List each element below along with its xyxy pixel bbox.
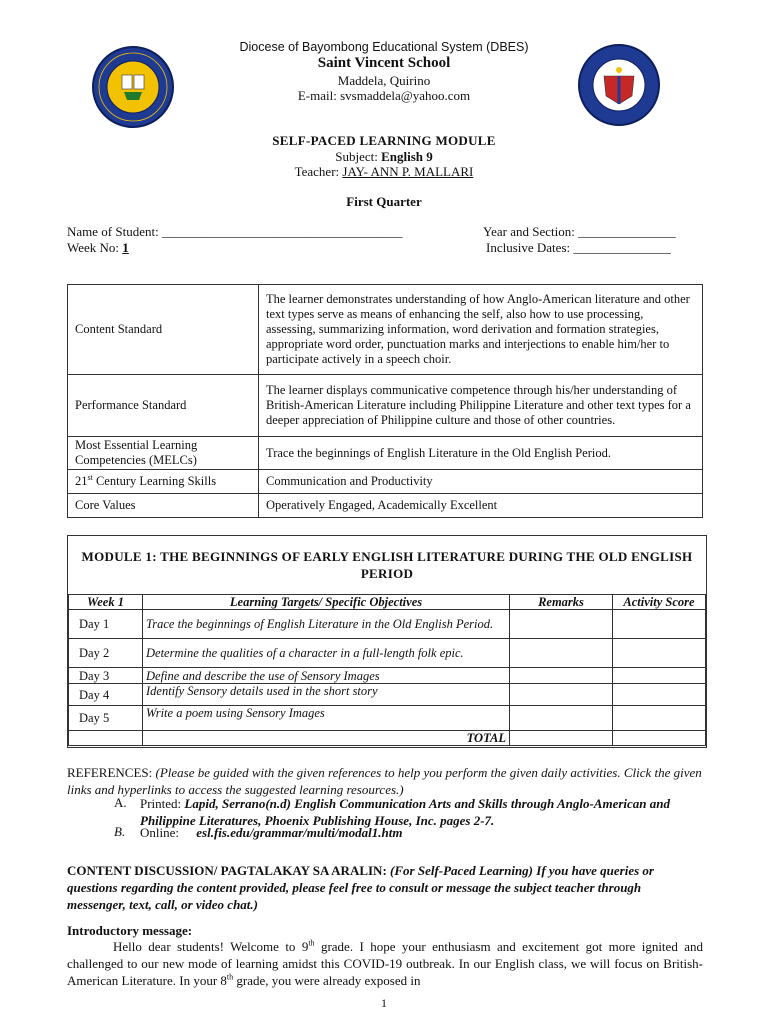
module-heading: SELF-PACED LEARNING MODULE bbox=[272, 133, 496, 148]
standard-label-post: Century Learning Skills bbox=[92, 474, 217, 488]
total-remarks-cell[interactable] bbox=[510, 731, 613, 746]
remarks-cell[interactable] bbox=[510, 610, 613, 639]
day-cell: Day 4 bbox=[69, 684, 143, 706]
target-cell: Write a poem using Sensory Images bbox=[143, 706, 510, 731]
remarks-cell[interactable] bbox=[510, 706, 613, 731]
module-title: MODULE 1: THE BEGINNINGS OF EARLY ENGLISH LITERATURE DURING THE OLD ENGLISH PERIOD bbox=[81, 549, 693, 581]
table-row bbox=[69, 610, 706, 639]
student-name-blank: _____________________________________ bbox=[161, 224, 403, 239]
ref-a-label: Printed: bbox=[140, 796, 182, 811]
standard-text: Operatively Engaged, Academically Excellent bbox=[259, 494, 703, 518]
week-no-label: Week No: bbox=[67, 240, 120, 255]
school-email: E-mail: svsmaddela@yahoo.com bbox=[297, 88, 471, 103]
standard-label: Content Standard bbox=[68, 285, 259, 375]
intro-paragraph bbox=[67, 938, 703, 989]
references-note: (Please be guided with the given references to help you perform the given daily activities. Click the given links and hyperlinks to access the suggested learning resources.) bbox=[67, 765, 702, 797]
day-cell: Day 1 bbox=[69, 610, 143, 639]
subject-line bbox=[0, 149, 768, 165]
standard-text: The learner demonstrates understanding of how Anglo-American literature and other text types serve as means of enhancing the self, also how to use processing, assessing, summarizing information, word derivation and formation strategies, appropriate word order, punctuation marks and interjections to enable him/her to participate actively in a speech choir. bbox=[259, 285, 703, 375]
student-name-field[interactable] bbox=[67, 224, 402, 240]
intro-sup-1: th bbox=[308, 938, 315, 948]
references-label: REFERENCES: bbox=[67, 765, 153, 780]
target-cell: Determine the qualities of a character in a full-length folk epic. bbox=[143, 639, 510, 668]
standards-row bbox=[68, 375, 703, 437]
standard-label: Most Essential Learning Competencies (MELCs) bbox=[68, 437, 259, 470]
ref-b bbox=[140, 824, 700, 841]
year-section-label: Year and Section: bbox=[483, 224, 575, 239]
standard-label-pre: 21 bbox=[75, 474, 88, 488]
standards-row bbox=[68, 470, 703, 494]
score-cell[interactable] bbox=[613, 684, 706, 706]
module-box bbox=[67, 535, 707, 748]
col-remarks: Remarks bbox=[510, 595, 613, 610]
intro-text-2: grade. I hope your enthusiasm and excitement got more ignited and challenged to our new mode of learning amidst this COVID-19 outbreak. In our English class, we will focus on British-American Literature. In your 8 bbox=[67, 939, 703, 988]
standard-label: Core Values bbox=[68, 494, 259, 518]
week-no-field bbox=[67, 240, 129, 256]
ref-b-label: Online: bbox=[140, 825, 179, 840]
content-discussion-text: (For Self-Paced Learning) If you have queries or questions regarding the content provided, please feel free to consult or message the subject teacher through messenger, text, call, or video chat.) bbox=[67, 863, 654, 912]
score-cell[interactable] bbox=[613, 610, 706, 639]
teacher-label: Teacher: bbox=[294, 164, 340, 179]
remarks-cell[interactable] bbox=[510, 668, 613, 684]
table-row bbox=[69, 684, 706, 706]
score-cell[interactable] bbox=[613, 639, 706, 668]
content-discussion bbox=[67, 862, 703, 913]
standards-table bbox=[67, 284, 703, 518]
inclusive-dates-label: Inclusive Dates: bbox=[486, 240, 571, 255]
total-score-cell[interactable] bbox=[613, 731, 706, 746]
page-number: 1 bbox=[381, 996, 387, 1010]
intro-heading: Introductory message: bbox=[67, 923, 193, 938]
intro-text-3: grade, you were already exposed in bbox=[233, 973, 421, 988]
school-name: Saint Vincent School bbox=[317, 55, 451, 71]
col-activity-score: Activity Score bbox=[613, 595, 706, 610]
standard-label bbox=[68, 470, 259, 494]
total-row bbox=[69, 731, 706, 746]
standard-text: The learner displays communicative competence through his/her understanding of British-American Literature including Philippine Literature and other text types for a deeper appreciation of Philippine culture and those of other countries. bbox=[259, 375, 703, 437]
subject-label: Subject: bbox=[335, 149, 378, 164]
standard-text: Communication and Productivity bbox=[259, 470, 703, 494]
week-no-value: 1 bbox=[122, 240, 129, 255]
inclusive-dates-field[interactable] bbox=[486, 240, 671, 256]
ref-b-marker: B. bbox=[114, 824, 126, 839]
standard-label-sup: st bbox=[87, 472, 93, 482]
score-cell[interactable] bbox=[613, 668, 706, 684]
day-cell: Day 3 bbox=[69, 668, 143, 684]
ref-a-marker: A. bbox=[114, 795, 127, 810]
objectives-table bbox=[68, 594, 706, 746]
col-targets: Learning Targets/ Specific Objectives bbox=[143, 595, 510, 610]
standards-row bbox=[68, 285, 703, 375]
day-cell: Day 5 bbox=[69, 706, 143, 731]
school-town: Maddela, Quirino bbox=[337, 73, 431, 88]
target-cell: Define and describe the use of Sensory Images bbox=[143, 668, 510, 684]
target-cell: Trace the beginnings of English Literature in the Old English Period. bbox=[143, 610, 510, 639]
standard-label: Performance Standard bbox=[68, 375, 259, 437]
target-cell: Identify Sensory details used in the short story bbox=[143, 684, 510, 706]
col-week: Week 1 bbox=[69, 595, 143, 610]
standards-row bbox=[68, 437, 703, 470]
intro-text-1: Hello dear students! Welcome to 9 bbox=[113, 939, 309, 954]
total-empty-cell bbox=[69, 731, 143, 746]
ref-a-text: Lapid, Serrano(n.d) English Communication Arts and Skills through Anglo-American and Philippine Literatures, Phoenix Publishing House, Inc. pages 2-7. bbox=[140, 796, 671, 828]
quarter-label: First Quarter bbox=[346, 194, 422, 209]
intro-sup-2: th bbox=[226, 972, 234, 982]
teacher-line bbox=[0, 164, 768, 180]
score-cell[interactable] bbox=[613, 706, 706, 731]
standard-text: Trace the beginnings of English Literature in the Old English Period. bbox=[259, 437, 703, 470]
table-row bbox=[69, 706, 706, 731]
inclusive-dates-blank: _______________ bbox=[573, 240, 671, 255]
table-row bbox=[69, 668, 706, 684]
year-section-field[interactable] bbox=[483, 224, 676, 240]
objectives-header-row bbox=[69, 595, 706, 610]
table-row bbox=[69, 639, 706, 668]
total-label: TOTAL bbox=[143, 731, 510, 746]
references-block bbox=[67, 764, 703, 798]
content-discussion-label: CONTENT DISCUSSION/ PAGTALAKAY SA ARALIN: bbox=[67, 863, 387, 878]
student-name-label: Name of Student: bbox=[67, 224, 159, 239]
ref-b-link[interactable]: esl.fis.edu/grammar/multi/modal1.htm bbox=[196, 825, 403, 840]
diocese-name: Diocese of Bayombong Educational System (DBES) bbox=[239, 40, 529, 54]
remarks-cell[interactable] bbox=[510, 684, 613, 706]
subject-value: English 9 bbox=[381, 149, 433, 164]
standards-row bbox=[68, 494, 703, 518]
year-section-blank: _______________ bbox=[578, 224, 676, 239]
teacher-name: JAY- ANN P. MALLARI bbox=[342, 164, 474, 179]
remarks-cell[interactable] bbox=[510, 639, 613, 668]
day-cell: Day 2 bbox=[69, 639, 143, 668]
